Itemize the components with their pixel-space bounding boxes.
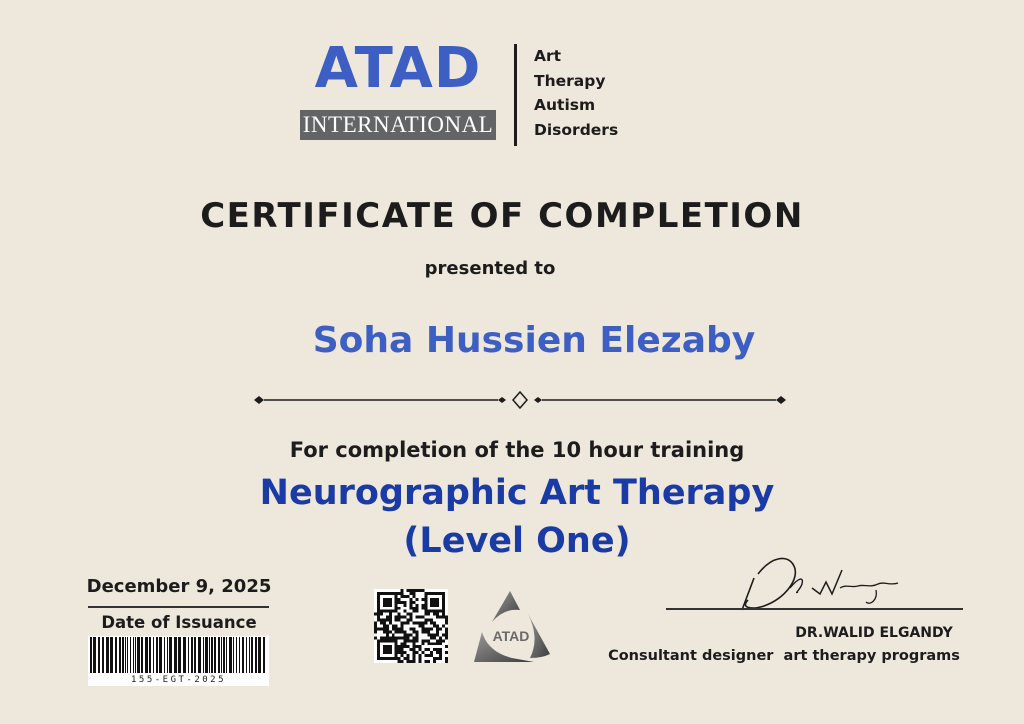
certificate-title: CERTIFICATE OF COMPLETION [200,196,804,236]
recipient-name: Soha Hussien Elezaby [312,320,756,361]
course-level: (Level One) [403,521,631,561]
course-title: Neurographic Art Therapy [259,473,775,513]
logo-divider [514,44,517,146]
issue-date: December 9, 2025 [86,576,272,597]
tagline-line-3: Autism [534,96,596,114]
ornament-divider-icon [250,388,790,412]
signature-image [728,548,914,616]
logo-tagline [534,44,618,142]
tagline-line-1: Art [534,47,562,65]
logo-wordmark: ATAD [314,36,482,101]
signer-role: Consultant designer art therapy programs [608,648,960,664]
logo-subtitle: INTERNATIONAL [300,110,496,140]
date-underline [88,606,269,608]
emblem-text: ATAD [492,628,530,644]
qr-code-icon[interactable] [374,589,448,663]
tagline-line-2: Therapy [534,71,606,90]
barcode-number: 155-EGT-2025 [88,674,269,686]
signature-underline [666,608,963,610]
date-label: Date of Issuance [101,613,257,632]
presented-to-text: presented to [424,258,556,279]
signer-name: DR.WALID ELGANDY [795,625,953,641]
tagline-line-4: Disorders [534,120,619,139]
completion-text: For completion of the 10 hour training [289,438,745,462]
atad-emblem-icon [468,588,552,666]
